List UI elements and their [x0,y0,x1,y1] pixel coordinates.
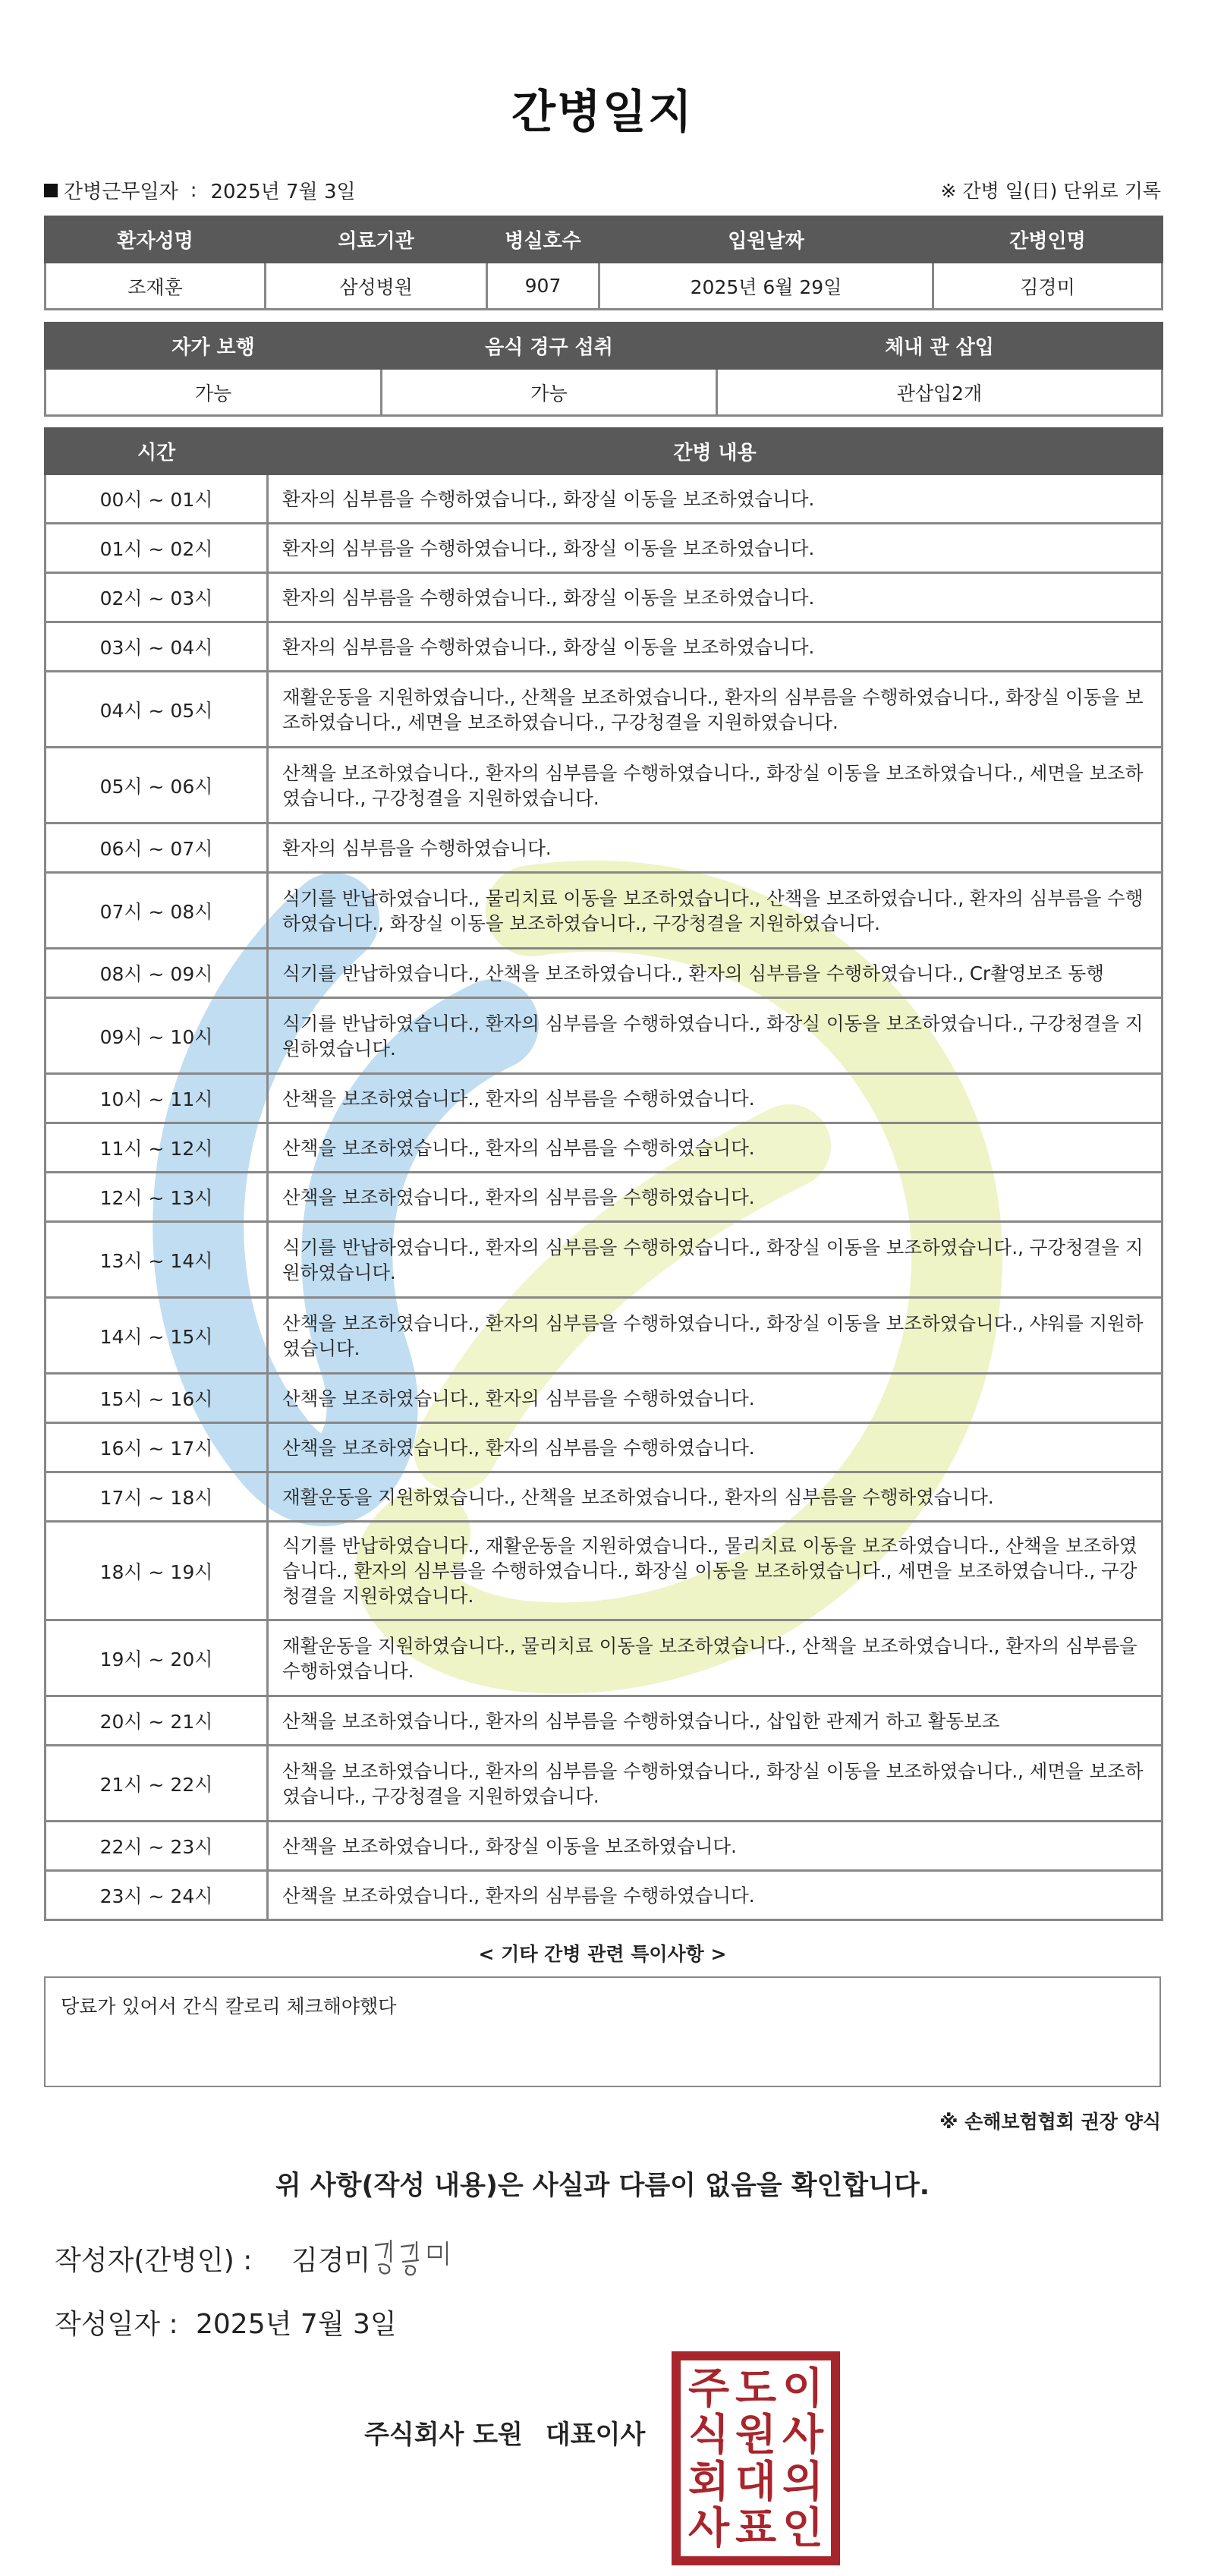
care-content: 산책을 보조하였습니다., 화장실 이동을 보조하였습니다. [268,1822,1163,1871]
table-row [46,573,1163,622]
confirmation-statement: 위 사항(작성 내용)은 사실과 다름이 없음을 확인합니다. [275,2171,930,2201]
time-slot: 07시 ~ 08시 [46,873,268,949]
table-row [46,1871,1163,1920]
time-slot: 23시 ~ 24시 [46,1871,268,1920]
walking-status: 가능 [46,369,382,416]
time-slot: 08시 ~ 09시 [46,949,268,998]
table-row [46,1522,1163,1620]
care-content: 환자의 심부름을 수행하였습니다., 화장실 이동을 보조하였습니다. [268,474,1163,524]
table-row [46,1423,1163,1472]
company-seal-stamp [672,2351,840,2565]
care-content: 산책을 보조하였습니다., 환자의 심부름을 수행하였습니다. [268,1374,1163,1423]
special-notes-title: < 기타 간병 관련 특이사항 > [478,1943,727,1965]
care-content: 재활운동을 지원하였습니다., 산책을 보조하였습니다., 환자의 심부름을 수행하였습니다., 화장실 이동을 보조하였습니다., 세면을 보조하였습니다., 구강청결을 지원하였습니다. [268,672,1163,748]
care-content: 식기를 반납하였습니다., 환자의 심부름을 수행하였습니다., 화장실 이동을 보조하였습니다., 구강청결을 지원하였습니다. [268,1222,1163,1298]
care-content: 환자의 심부름을 수행하였습니다., 화장실 이동을 보조하였습니다. [268,622,1163,672]
header-oral-intake: 음식 경구 섭취 [382,323,717,369]
header-time: 시간 [46,429,268,474]
seal-char: 식 [687,2410,730,2461]
seal-char: 사 [782,2410,824,2461]
time-slot: 19시 ~ 20시 [46,1620,268,1696]
care-content: 산책을 보조하였습니다., 환자의 심부름을 수행하였습니다. [268,1871,1163,1920]
header-care-content: 간병 내용 [268,429,1163,474]
header-room: 병실호수 [487,217,599,263]
document-title: 간병일지 [511,86,694,139]
time-slot: 09시 ~ 10시 [46,998,268,1074]
table-row [46,1123,1163,1173]
time-slot: 22시 ~ 23시 [46,1822,268,1871]
time-slot: 06시 ~ 07시 [46,824,268,873]
care-content: 산책을 보조하였습니다., 환자의 심부름을 수행하였습니다. [268,1074,1163,1123]
care-content: 산책을 보조하였습니다., 환자의 심부름을 수행하였습니다. [268,1423,1163,1472]
time-slot: 02시 ~ 03시 [46,573,268,622]
time-slot: 20시 ~ 21시 [46,1696,268,1746]
seal-char: 표 [735,2503,777,2554]
time-slot: 01시 ~ 02시 [46,524,268,573]
hospital-name: 삼성병원 [266,263,487,310]
time-slot: 12시 ~ 13시 [46,1173,268,1222]
oral-intake-status: 가능 [382,369,717,416]
care-content: 재활운동을 지원하였습니다., 물리치료 이동을 보조하였습니다., 산책을 보조하였습니다., 환자의 심부름을 수행하였습니다. [268,1620,1163,1696]
time-slot: 00시 ~ 01시 [46,474,268,524]
seal-char: 의 [782,2456,824,2507]
care-content: 산책을 보조하였습니다., 환자의 심부름을 수행하였습니다. [268,1173,1163,1222]
handwritten-signature [368,2234,474,2280]
work-date-label: 간병근무일자 [64,181,178,203]
table-row [46,873,1163,949]
time-slot: 16시 ~ 17시 [46,1423,268,1472]
table-row [46,824,1163,873]
seal-char: 대 [735,2456,777,2507]
table-row [46,1374,1163,1423]
table-row [46,949,1163,998]
written-date-row [55,2303,397,2341]
colon-separator: : [190,178,197,202]
table-row [46,998,1163,1074]
time-slot: 13시 ~ 14시 [46,1222,268,1298]
care-content: 환자의 심부름을 수행하였습니다., 화장실 이동을 보조하였습니다. [268,573,1163,622]
table-row [46,748,1163,824]
care-content: 재활운동을 지원하였습니다., 산책을 보조하였습니다., 환자의 심부름을 수행하였습니다. [268,1472,1163,1522]
table-header-row [46,429,1163,474]
header-hospital: 의료기관 [266,217,487,263]
seal-char: 주 [687,2363,730,2414]
meta-row [44,173,1161,206]
written-date-label: 작성일자 : [55,2309,178,2340]
company-signature [364,2414,645,2451]
writer-label: 작성자(간병인) : [55,2245,253,2276]
seal-char: 도 [735,2363,777,2414]
time-slot: 18시 ~ 19시 [46,1522,268,1620]
header-caregiver: 간병인명 [933,217,1163,263]
special-notes-box: 당료가 있어서 간식 칼로리 체크해야했다 [44,1976,1161,2087]
header-patient-name: 환자성명 [46,217,266,263]
patient-info-table [44,216,1163,310]
table-row [46,1472,1163,1522]
table-row [46,1696,1163,1746]
table-row [46,369,1163,416]
table-row [46,524,1163,573]
table-row [46,1746,1163,1822]
patient-status-table [44,322,1163,417]
time-slot: 15시 ~ 16시 [46,1374,268,1423]
table-row [46,1620,1163,1696]
care-content: 환자의 심부름을 수행하였습니다. [268,824,1163,873]
seal-char: 사 [687,2503,730,2554]
written-date-value: 2025년 7월 3일 [196,2309,397,2340]
room-number: 907 [487,263,599,310]
table-row [46,1173,1163,1222]
care-content: 산책을 보조하였습니다., 환자의 심부름을 수행하였습니다., 삽입한 관제거 하고 활동보조 [268,1696,1163,1746]
care-content: 식기를 반납하였습니다., 환자의 심부름을 수행하였습니다., 화장실 이동을 보조하였습니다., 구강청결을 지원하였습니다. [268,998,1163,1074]
care-content-table [44,427,1163,1921]
time-slot: 10시 ~ 11시 [46,1074,268,1123]
patient-name: 조재훈 [46,263,266,310]
care-content: 식기를 반납하였습니다., 산책을 보조하였습니다., 환자의 심부름을 수행하였습니다., Cr촬영보조 동행 [268,949,1163,998]
header-walking: 자가 보행 [46,323,382,369]
table-row [46,622,1163,672]
table-row [46,1074,1163,1123]
tube-insertion-status: 관삽입2개 [717,369,1163,416]
seal-char: 원 [735,2410,777,2461]
time-slot: 14시 ~ 15시 [46,1298,268,1374]
care-content: 식기를 반납하였습니다., 재활운동을 지원하였습니다., 물리치료 이동을 보조하였습니다., 산책을 보조하였습니다., 환자의 심부름을 수행하였습니다., 화장실 이동을 보조하였습니다., 세면을 보조하였습니다., 구강청결을 지원하였습니다. [268,1522,1163,1620]
table-row [46,1222,1163,1298]
time-slot: 17시 ~ 18시 [46,1472,268,1522]
company-role: 대표이사 [545,2420,646,2450]
care-content: 산책을 보조하였습니다., 환자의 심부름을 수행하였습니다. [268,1123,1163,1173]
caregiver-name: 김경미 [933,263,1163,310]
work-date-value: 2025년 7월 3일 [210,181,356,203]
time-slot: 05시 ~ 06시 [46,748,268,824]
seal-char: 인 [782,2503,824,2554]
table-row [46,263,1163,310]
company-name: 주식회사 도원 [364,2420,523,2450]
table-header-row [46,217,1163,263]
table-row [46,672,1163,748]
admission-date: 2025년 6월 29일 [599,263,933,310]
header-tube-insertion: 체내 관 삽입 [717,323,1163,369]
care-content: 식기를 반납하였습니다., 물리치료 이동을 보조하였습니다., 산책을 보조하였습니다., 환자의 심부름을 수행하였습니다., 화장실 이동을 보조하였습니다., 구강청결을 지원하였습니다. [268,873,1163,949]
care-content: 산책을 보조하였습니다., 환자의 심부름을 수행하였습니다., 화장실 이동을 보조하였습니다., 세면을 보조하였습니다., 구강청결을 지원하였습니다. [268,1746,1163,1822]
form-source-note: ※ 손해보험협회 권장 양식 [939,2111,1161,2133]
table-row [46,1298,1163,1374]
seal-char: 회 [687,2456,730,2507]
care-content: 산책을 보조하였습니다., 환자의 심부름을 수행하였습니다., 화장실 이동을 보조하였습니다., 샤워를 지원하였습니다. [268,1298,1163,1374]
writer-row [55,2239,370,2278]
record-unit-note: ※ 간병 일(日) 단위로 기록 [940,180,1161,202]
care-content: 산책을 보조하였습니다., 환자의 심부름을 수행하였습니다., 화장실 이동을 보조하였습니다., 세면을 보조하였습니다., 구강청결을 지원하였습니다. [268,748,1163,824]
care-content: 환자의 심부름을 수행하였습니다., 화장실 이동을 보조하였습니다. [268,524,1163,573]
time-slot: 11시 ~ 12시 [46,1123,268,1173]
bullet-square-icon [44,184,58,197]
time-slot: 04시 ~ 05시 [46,672,268,748]
header-admission-date: 입원날짜 [599,217,933,263]
table-row [46,1822,1163,1871]
writer-name: 김경미 [291,2245,371,2276]
time-slot: 03시 ~ 04시 [46,622,268,672]
work-date [44,176,356,204]
table-header-row [46,323,1163,369]
seal-char: 이 [782,2363,824,2414]
time-slot: 21시 ~ 22시 [46,1746,268,1822]
table-row [46,474,1163,524]
